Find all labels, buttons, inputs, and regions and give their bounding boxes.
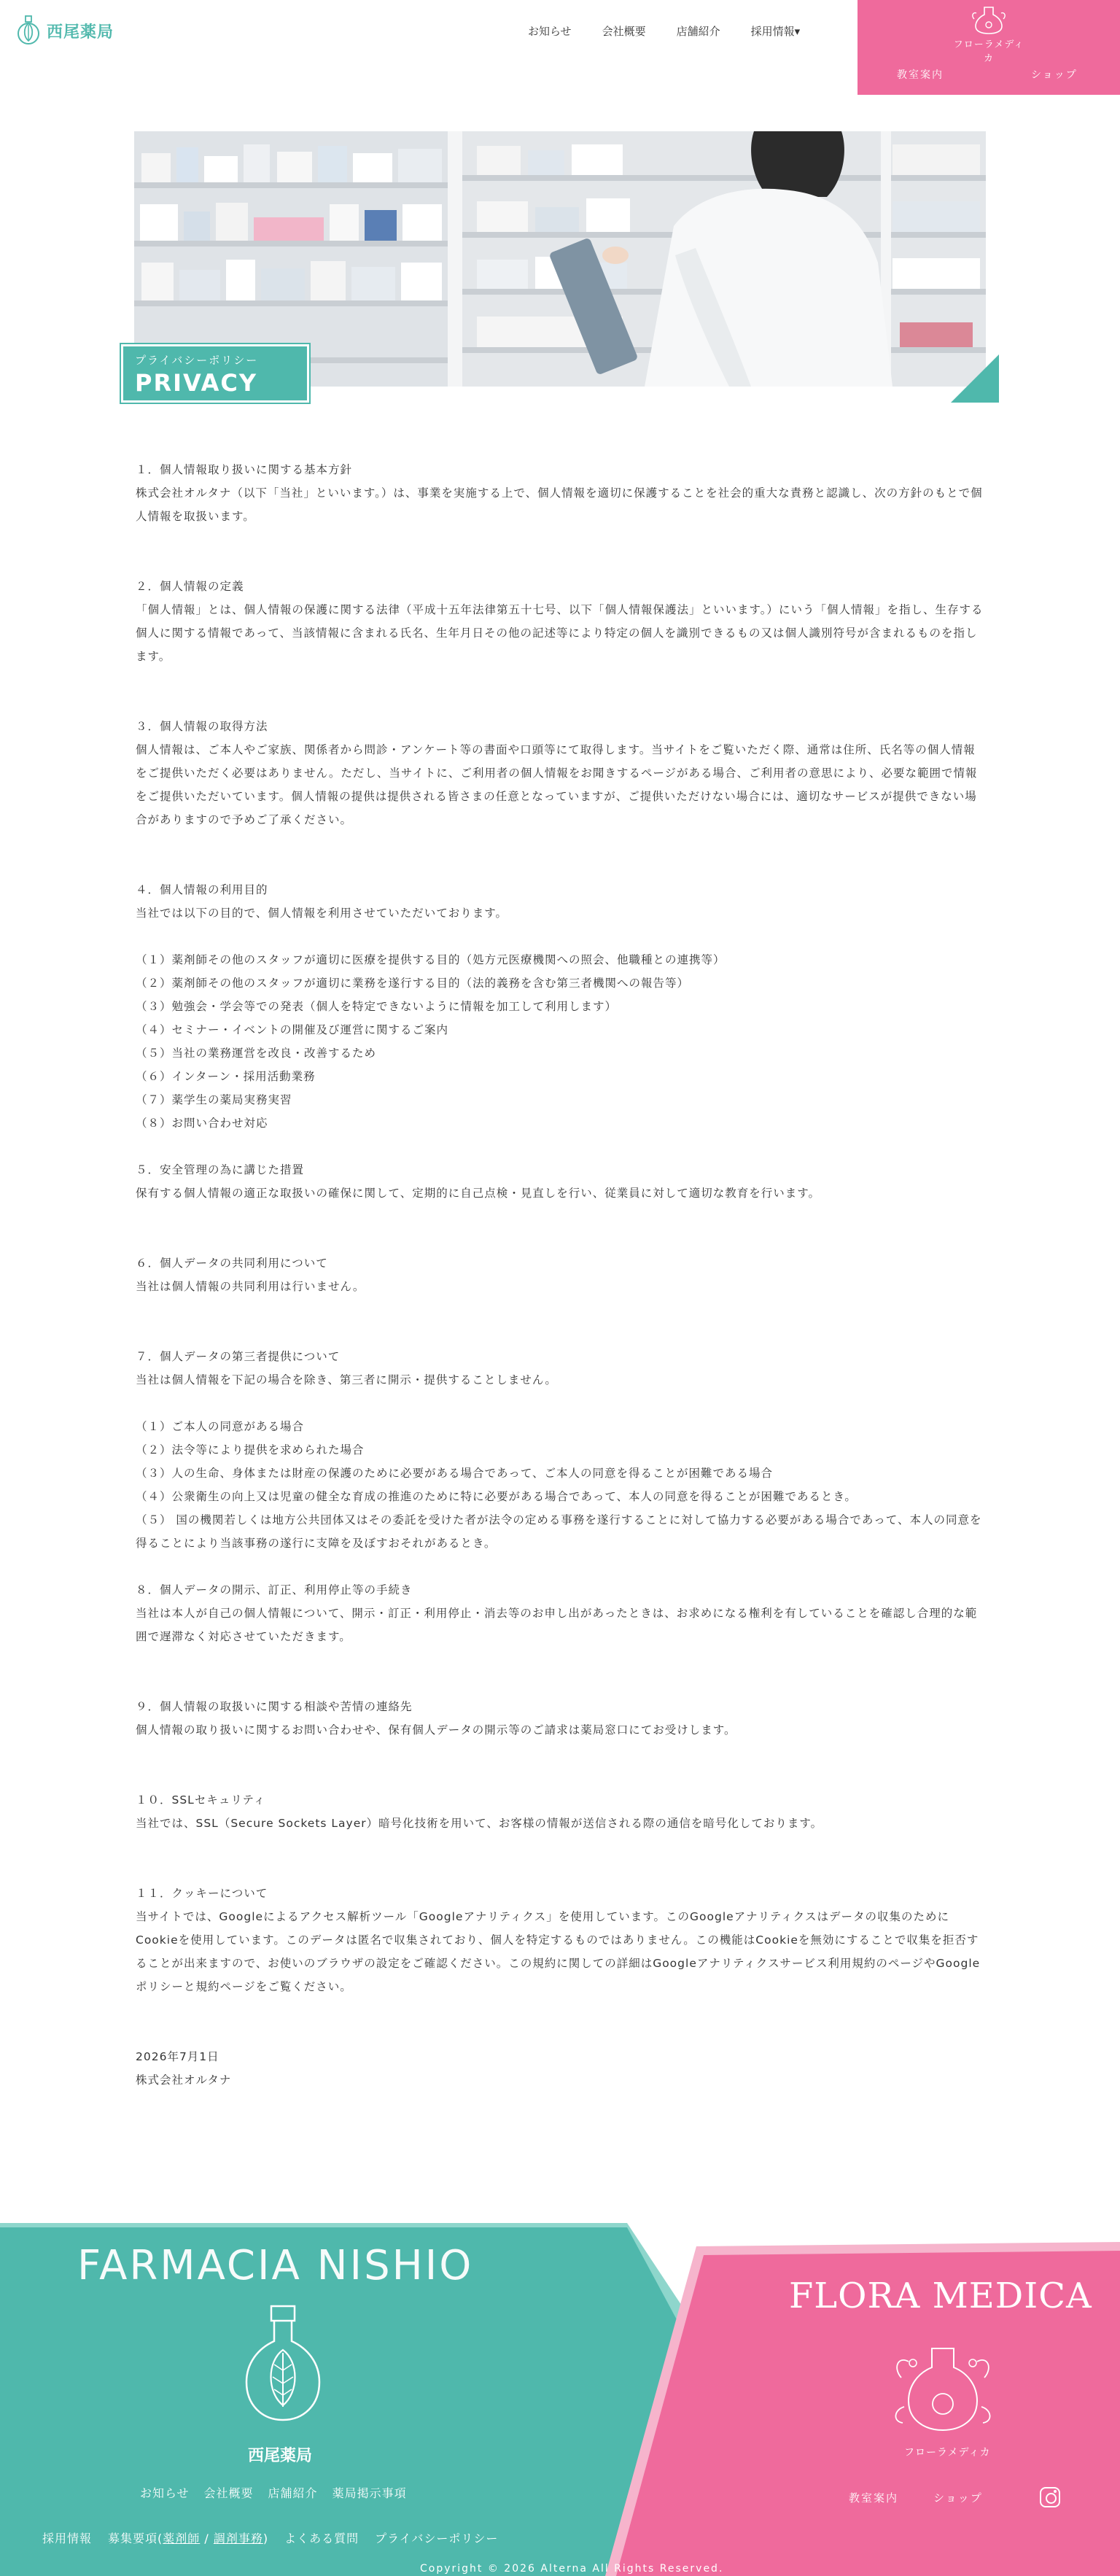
footer-brand-farmacia: FARMACIA NISHIO (77, 2242, 474, 2289)
list-item: （７）薬学生の薬局実務実習 (136, 1093, 292, 1106)
section-title: ４．個人情報の利用目的 (136, 883, 268, 896)
footer-nav-stores[interactable]: 店舗紹介 (268, 2486, 318, 2500)
section-title: ３．個人情報の取得方法 (136, 720, 268, 733)
page-title-jp: プライバシーポリシー (135, 354, 259, 367)
site-header (0, 0, 1120, 95)
global-nav (528, 23, 800, 39)
section-body: 当社は個人情報の共同利用は行いません。 (136, 1280, 365, 1293)
nav-stores[interactable]: 店舗紹介 (676, 25, 720, 38)
footer-nav-shop[interactable]: ショップ (933, 2491, 983, 2505)
section-body: 当社は個人情報を下記の場合を除き、第三者に開示・提供することしません。 (136, 1373, 557, 1386)
policy-section (136, 715, 986, 831)
section-body: 株式会社オルタナ（以下「当社」といいます。）は、事業を実施する上で、個人情報を適切に保護することを社会的重大な責務と認識し、次の方針のもとで個人情報を取扱います。 (136, 486, 983, 523)
flora-nav (897, 67, 1078, 82)
list-item: （５） 国の機関若しくは地方公共団体又はその委託を受けた者が法令の定める事務を遂行することに対して協力する必要がある場合であって、本人の同意を得ることにより当該事務の遂行に支障を及ぼすおそれがあるとき。 (136, 1513, 982, 1550)
section-title: １．個人情報取り扱いに関する基本方針 (136, 463, 353, 476)
third-party-list (136, 1415, 986, 1555)
signature-block (136, 2045, 986, 2092)
jobs-prefix: 募集要項( (108, 2532, 163, 2545)
policy-section (136, 1788, 986, 1835)
flora-emblem-icon[interactable] (888, 2334, 998, 2443)
list-item: （８）お問い合わせ対応 (136, 1117, 268, 1130)
section-title: １０．SSLセキュリティ (136, 1793, 266, 1807)
policy-section (136, 1882, 986, 1998)
copyright: Copyright © 2026 Alterna All Rights Reserved. (420, 2563, 724, 2575)
policy-section (136, 458, 986, 528)
section-body: 個人情報の取り扱いに関するお問い合わせや、保有個人データの開示等のご請求は薬局窓口にてお受けします。 (136, 1723, 736, 1737)
policy-section (136, 1158, 986, 1205)
footer-nav-recruit[interactable]: 採用情報 (42, 2532, 93, 2545)
footer-flora-logo-text: フローラメディカ (904, 2447, 991, 2459)
policy-section (136, 575, 986, 668)
list-item: （２）薬剤師その他のスタッフが適切に業務を遂行する目的（法的義務を含む第三者機関への報告等） (136, 977, 690, 990)
section-body: 当社では、SSL（Secure Sockets Layer）暗号化技術を用いて、お客様の情報が送信される際の通信を暗号化しております。 (136, 1817, 823, 1830)
policy-section (136, 878, 986, 1135)
nav-news[interactable]: お知らせ (528, 25, 572, 38)
nav-shop[interactable]: ショップ (1031, 69, 1078, 81)
list-item: （４）公衆衛生の向上又は児童の健全な育成の推進のために特に必要がある場合であって、本人の同意を得ることが困難であるとき。 (136, 1490, 857, 1503)
policy-section (136, 1578, 986, 1648)
footer-nav-faq[interactable]: よくある質問 (284, 2532, 359, 2545)
section-title: ９．個人情報の取扱いに関する相談や苦情の連絡先 (136, 1700, 413, 1713)
jobs-separator: / (200, 2532, 214, 2545)
section-body: 当社では以下の目的で、個人情報を利用させていただいております。 (136, 907, 508, 920)
purpose-list (136, 948, 986, 1135)
footer-nav-primary (140, 2484, 407, 2501)
section-title: ７．個人データの第三者提供について (136, 1350, 341, 1363)
footer-nav-clerk[interactable]: 調剤事務 (213, 2532, 263, 2545)
list-item: （３）勉強会・学会等での発表（個人を特定できないように情報を加工して利用します） (136, 1000, 618, 1013)
privacy-policy-content (136, 458, 986, 2092)
footer-flora-nav (849, 2487, 1060, 2507)
footer-nav-classes[interactable]: 教室案内 (849, 2491, 899, 2505)
section-body: 保有する個人情報の適正な取扱いの確保に関して、定期的に自己点検・見直しを行い、従業員に対して適切な教育を行います。 (136, 1187, 820, 1200)
page-title-en: PRIVACY (135, 369, 258, 397)
list-item: （４）セミナー・イベントの開催及び運営に関するご案内 (136, 1023, 449, 1036)
company-name: 株式会社オルタナ (136, 2073, 232, 2087)
section-title: ２．個人情報の定義 (136, 580, 244, 593)
section-body: 「個人情報」とは、個人情報の保護に関する法律（平成十五年法律第五十七号、以下「個人情報保護法」といいます。）にいう「個人情報」を指し、生存する個人に関する情報であって、当該情報に含まれる氏名、生年月日その他の記述等により特定の個人を識別できるもの又は個人識別符号が含まれるものを指します。 (136, 603, 984, 663)
footer-nav-news[interactable]: お知らせ (140, 2486, 190, 2500)
nav-company[interactable]: 会社概要 (602, 25, 646, 38)
section-title: １１．クッキーについて (136, 1887, 268, 1900)
footer-nav-pharmacist[interactable]: 薬剤師 (163, 2532, 201, 2545)
policy-section (136, 1252, 986, 1298)
list-item: （１）ご本人の同意がある場合 (136, 1420, 305, 1433)
instagram-icon[interactable] (1040, 2487, 1060, 2507)
farmacia-emblem-icon[interactable] (232, 2305, 334, 2443)
list-item: （６）インターン・採用活動業務 (136, 1070, 316, 1083)
footer-brand-flora: FLORA MEDICA (789, 2276, 1092, 2316)
flora-medica-panel (858, 0, 1120, 95)
section-body: 当社は本人が自己の個人情報について、開示・訂正・利用停止・消去等のお申し出があったときは、お求めになる権利を有していることを確認し合理的な範囲で遅滞なく対応させていただきます。 (136, 1607, 978, 1643)
logo-text: 西尾薬局 (47, 22, 114, 42)
site-logo[interactable] (15, 15, 114, 47)
list-item: （２）法令等により提供を求められた場合 (136, 1443, 365, 1456)
policy-section (136, 1345, 986, 1555)
footer-nav-privacy[interactable]: プライバシーポリシー (375, 2532, 499, 2545)
flora-logo-text: フローラメディカ (953, 39, 1024, 64)
page-title-badge (121, 344, 309, 403)
section-title: ５．安全管理の為に講じた措置 (136, 1163, 305, 1176)
nav-recruit[interactable]: 採用情報▾ (750, 25, 801, 38)
section-body: 当サイトでは、Googleによるアクセス解析ツール「Googleアナリティクス」を使用しています。このGoogleアナリティクスはデータの収集のためにCookieを使用しています。このデータは匿名で収集されており、個人を特定するものではありません。この機能はCookieを無効にすることで収集を拒否することが出来ますので、お使いのブラウザの設定をご確認ください。この規約に関しての詳細はGoogleアナリティクスサービス利用規約のページやGoogleポリシーと規約ページをご覧ください。 (136, 1910, 981, 1993)
footer-logo-text[interactable]: 西尾薬局 (248, 2446, 313, 2465)
list-item: （１）薬剤師その他のスタッフが適切に医療を提供する目的（処方元医療機関への照会、他職種との連携等） (136, 953, 726, 966)
policy-section (136, 1695, 986, 1742)
section-body: 個人情報は、ご本人やご家族、関係者から問診・アンケート等の書面や口頭等にて取得します。当サイトをご覧いただく際、通常は住所、氏名等の個人情報をご提供いただく必要はありません。ただし、当サイトに、ご利用者の個人情報をお聞きするページがある場合、ご利用者の意思により、必要な範囲で情報をご提供いただいています。個人情報の提供は提供される皆さまの任意となっていますが、ご提供いただけない場合には、適切なサービスが提供できない場合がありますので予めご了承ください。 (136, 743, 978, 826)
list-item: （３）人の生命、身体または財産の保護のために必要がある場合であって、ご本人の同意を得ることが困難である場合 (136, 1467, 774, 1480)
hero-corner-accent (951, 354, 999, 403)
flora-logo[interactable] (952, 4, 1025, 64)
leaf-flask-icon (15, 15, 42, 47)
jobs-suffix: ) (262, 2532, 269, 2545)
section-title: ８．個人データの開示、訂正、利用停止等の手続き (136, 1583, 413, 1597)
effective-date: 2026年7月1日 (136, 2050, 219, 2063)
flora-flask-icon (970, 4, 1008, 35)
footer-nav-company[interactable]: 会社概要 (203, 2486, 254, 2500)
list-item: （５）当社の業務運営を改良・改善するため (136, 1047, 377, 1060)
footer-nav-notices[interactable]: 薬局掲示事項 (332, 2486, 407, 2500)
section-title: ６．個人データの共同利用について (136, 1257, 328, 1270)
footer-nav-jobs (108, 2529, 268, 2546)
site-footer (0, 2203, 1120, 2576)
nav-classes[interactable]: 教室案内 (897, 69, 944, 81)
footer-nav-secondary (42, 2529, 498, 2546)
